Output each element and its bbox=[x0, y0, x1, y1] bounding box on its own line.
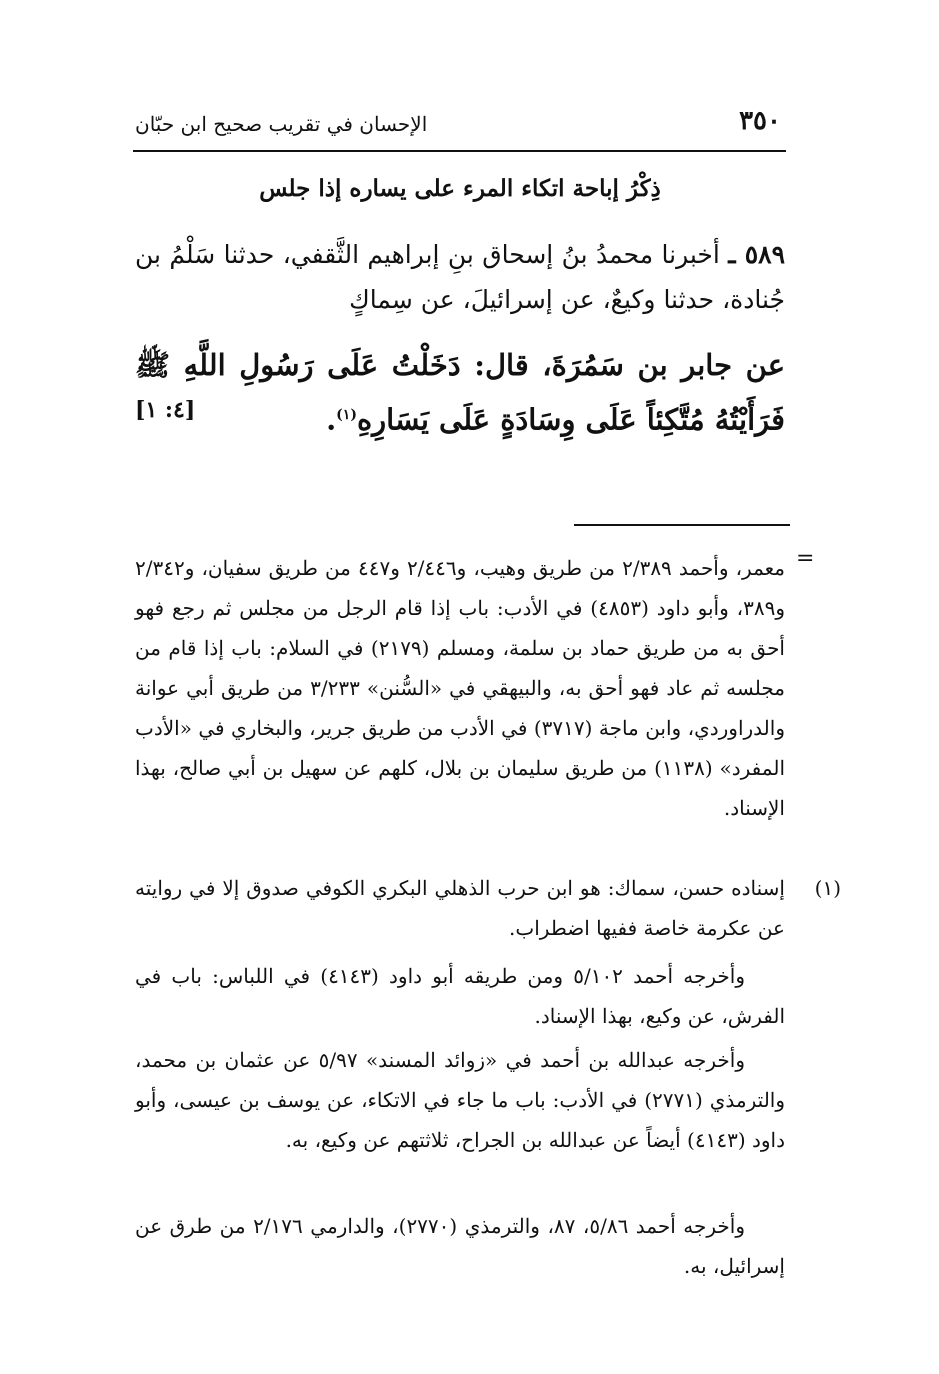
footnote-1 bbox=[135, 868, 841, 948]
hadith-number: ٥٨٩ ـ bbox=[728, 240, 786, 269]
footnote-ref: (١) bbox=[336, 407, 357, 423]
book-title: الإحسان في تقريب صحيح ابن حبّان bbox=[135, 112, 428, 136]
hadith-classification: [٤: ١] bbox=[135, 397, 196, 423]
section-title: ذِكْرُ إباحة اتكاء المرء على يساره إذا جلس bbox=[259, 175, 661, 202]
footnote-1-text: إسناده حسن، سماك: هو ابن حرب الذهلي البكري الكوفي صدوق إلا في روايته عن عكرمة خاصة ففيها اضطراب. bbox=[135, 876, 785, 940]
header-rule bbox=[133, 150, 786, 152]
footnote-rule bbox=[574, 524, 790, 526]
matn-text: عن جابر بن سَمُرَةَ، قال: دَخَلْتُ عَلَى رَسُولِ اللَّهِ ﷺ فَرَأَيْتُهُ مُتَّكِئاً عَلَى وِسَادَةٍ عَلَى يَسَارِهِ bbox=[135, 348, 785, 437]
hadith-isnad bbox=[135, 232, 785, 322]
running-header bbox=[135, 104, 785, 144]
footnote-1-para-4: وأخرجه أحمد ٥/٨٦، ٨٧، والترمذي (٢٧٧٠)، والدارمي ٢/١٧٦ من طرق عن إسرائيل، به. bbox=[135, 1214, 785, 1278]
footnote-1-para-2: وأخرجه أحمد ٥/١٠٢ ومن طريقه أبو داود (٤١٤٣) في اللباس: باب في الفرش، عن وكيع، بهذا الإسناد. bbox=[135, 964, 785, 1028]
page-number: ٣٥٠ bbox=[739, 106, 781, 136]
footnote-continuation: معمر، وأحمد ٢/٣٨٩ من طريق وهيب، و٢/٤٤٦ و٤٤٧ من طريق سفيان، و٢/٣٤٢ و٣٨٩، وأبو داود (٤٨٥٣) في الأدب: باب إذا قام الرجل من مجلس ثم رجع فهو أحق به من طريق حماد بن سلمة، ومسلم (٢١٧٩) في السلام: باب إذا قام من مجلسه ثم عاد فهو أحق به، والبيهقي في «السُّنن» ٣/٢٣٣ من طريق أبي عوانة والدراوردي، وابن ماجة (٣٧١٧) في الأدب من طريق جرير، والبخاري في «الأدب المفرد» (١١٣٨) من طريق سليمان بن بلال، كلهم عن سهيل بن أبي صالح، بهذا الإسناد. bbox=[135, 556, 786, 820]
isnad-text: أخبرنا محمدُ بنُ إسحاق بنِ إبراهيم الثَّقفي، حدثنا سَلْمُ بن جُنادة، حدثنا وكيعٌ، عن إسرائيلَ، عن سِماكٍ bbox=[135, 240, 785, 314]
footnote-1-marker: (١) bbox=[814, 876, 841, 900]
matn-end: . bbox=[326, 402, 337, 437]
footnote-1-para-3: وأخرجه عبدالله بن أحمد في «زوائد المسند» ٥/٩٧ عن عثمان بن محمد، والترمذي (٢٧٧١) في الأدب: باب ما جاء في الاتكاء، عن يوسف بن عيسى، وأبو داود (٤١٤٣) أيضاً عن عبدالله بن الجراح، ثلاثتهم عن وكيع، به. bbox=[135, 1048, 786, 1152]
continuation-mark: = bbox=[796, 546, 815, 571]
hadith-matn bbox=[135, 340, 785, 445]
